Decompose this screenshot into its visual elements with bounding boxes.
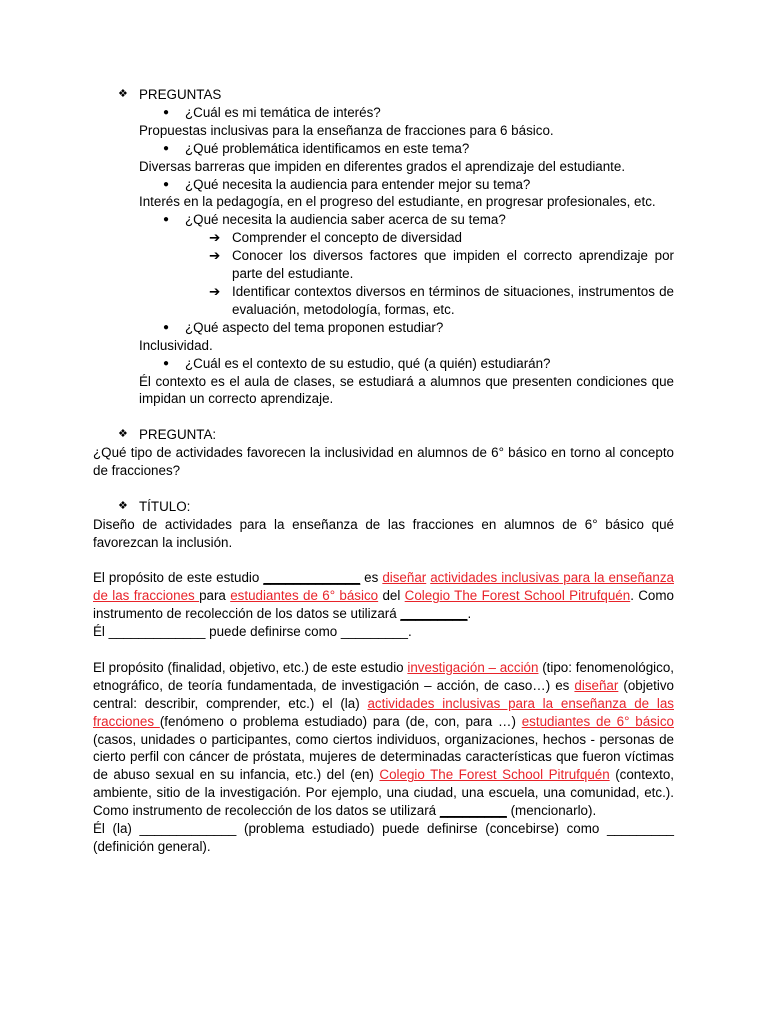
highlighted-text: actividades inclusivas para la enseñanza de las fracciones bbox=[93, 570, 674, 604]
diamond-bullet-icon: ❖ bbox=[118, 88, 128, 100]
arrow-right-icon: ➔ bbox=[209, 230, 221, 246]
section-header-titulo bbox=[118, 498, 674, 516]
question-item bbox=[163, 104, 674, 122]
definition-line: Él _____________ puede definirse como _________. bbox=[93, 624, 412, 640]
highlighted-text: diseñar bbox=[574, 677, 619, 693]
highlighted-text: estudiantes de 6° básico bbox=[521, 713, 674, 729]
question-text: ¿Qué problemática identificamos en este tema? bbox=[185, 140, 470, 156]
answer-text: Diversas barreras que impiden en diferentes grados el aprendizaje del estudiante. bbox=[139, 158, 626, 174]
section-title: PREGUNTAS bbox=[139, 87, 222, 102]
highlighted-text: actividades inclusivas para la enseñanza de las fracciones bbox=[93, 695, 674, 729]
diamond-bullet-icon: ❖ bbox=[118, 499, 128, 512]
text-run: . bbox=[467, 606, 472, 622]
highlighted-text: Colegio The Forest School Pitrufquén bbox=[379, 767, 610, 783]
highlighted-text: diseñar bbox=[382, 570, 427, 586]
text-run: del bbox=[378, 588, 405, 604]
question-text: ¿Cuál es el contexto de su estudio, qué (a quién) estudiarán? bbox=[185, 355, 551, 371]
answer-text: Inclusividad. bbox=[139, 337, 213, 353]
purpose-paragraph-long bbox=[93, 659, 674, 820]
blank-line: _________ bbox=[400, 606, 468, 622]
arrow-item bbox=[209, 229, 674, 247]
arrow-item bbox=[209, 247, 674, 283]
question-text: ¿Qué aspecto del tema proponen estudiar? bbox=[185, 319, 444, 335]
question-item bbox=[163, 140, 674, 158]
diamond-bullet-icon: ❖ bbox=[118, 428, 128, 441]
text-run: (mencionarlo). bbox=[506, 803, 597, 819]
text-run: (contexto, ambiente, sitio de la investigación. Por ejemplo, una ciudad, una escuela, una comunidad, etc.). Como instrumento de recolección de los datos se utilizará bbox=[93, 767, 674, 819]
text-run: (fenómeno o problema estudiado) para (de, con, para …) bbox=[159, 713, 522, 729]
text-run: El propósito de este estudio bbox=[93, 570, 264, 586]
section-title: TÍTULO: bbox=[139, 498, 191, 514]
question-item bbox=[163, 355, 674, 373]
text-run: es bbox=[360, 570, 383, 586]
highlighted-text: estudiantes de 6° básico bbox=[230, 588, 379, 604]
definition-line: Él (la) _____________ (problema estudiado) puede definirse (concebirse) como _________ (definición general). bbox=[93, 821, 674, 854]
text-run: (objetivo central: describir, comprender, etc.) el (la) bbox=[93, 677, 674, 711]
blank-line: _________ bbox=[439, 803, 507, 819]
blank-line: _____________ bbox=[263, 570, 361, 586]
bullet-dot-icon: ● bbox=[163, 321, 170, 333]
text-run: para bbox=[199, 588, 231, 604]
purpose-paragraph-short bbox=[93, 569, 674, 623]
answer-text: Propuestas inclusivas para la enseñanza de fracciones para 6 básico. bbox=[139, 122, 554, 138]
arrow-item-text: Conocer los diversos factores que impiden el correcto aprendizaje por parte del estudiante. bbox=[232, 248, 674, 282]
question-item bbox=[163, 176, 674, 194]
document-body bbox=[93, 86, 674, 856]
question-text: ¿Cuál es mi temática de interés? bbox=[185, 104, 381, 120]
highlighted-text: investigación – acción bbox=[407, 659, 539, 675]
section-title: PREGUNTA: bbox=[139, 427, 217, 443]
highlighted-text: Colegio The Forest School Pitrufquén bbox=[404, 588, 631, 604]
bullet-dot-icon: ● bbox=[163, 106, 170, 118]
answer-text: Él contexto es el aula de clases, se estudiará a alumnos que presenten condiciones que impidan un correcto aprendizaje. bbox=[139, 373, 674, 407]
bullet-dot-icon: ● bbox=[163, 357, 170, 369]
section-header-pregunta bbox=[118, 426, 674, 444]
section-header-preguntas bbox=[118, 86, 674, 104]
question-text: ¿Qué necesita la audiencia saber acerca de su tema? bbox=[185, 212, 506, 228]
text-run: . Como instrumento de recolección de los datos se utilizará bbox=[93, 588, 674, 622]
text-run: (casos, unidades o participantes, como ciertos individuos, organizaciones, hechos - personas de cierto perfil con cáncer de próstata, mujeres de determinadas características que fueron víctimas de abuso sexual en su infancia, etc.) del (en) bbox=[93, 731, 674, 783]
arrow-item bbox=[209, 283, 674, 319]
question-item bbox=[163, 211, 674, 229]
question-text: ¿Qué necesita la audiencia para entender mejor su tema? bbox=[185, 176, 531, 192]
answer-text: Interés en la pedagogía, en el progreso del estudiante, en progresar profesionales, etc. bbox=[139, 194, 656, 210]
text-run: (tipo: fenomenológico, etnográfico, de teoría fundamentada, de investigación – acción, de caso…) es bbox=[93, 659, 674, 693]
research-title: Diseño de actividades para la enseñanza de las fracciones en alumnos de 6° básico qué favorezcan la inclusión. bbox=[93, 516, 674, 550]
arrow-right-icon: ➔ bbox=[209, 248, 221, 264]
arrow-item-text: Identificar contextos diversos en términos de situaciones, instrumentos de evaluación, metodología, formas, etc. bbox=[232, 283, 674, 317]
question-item bbox=[163, 319, 674, 337]
bullet-dot-icon: ● bbox=[163, 178, 170, 190]
bullet-dot-icon: ● bbox=[163, 142, 170, 154]
bullet-dot-icon: ● bbox=[163, 214, 170, 226]
arrow-right-icon: ➔ bbox=[209, 283, 221, 299]
arrow-item-text: Comprender el concepto de diversidad bbox=[232, 230, 463, 246]
research-question: ¿Qué tipo de actividades favorecen la inclusividad en alumnos de 6° básico en torno al concepto de fracciones? bbox=[93, 445, 674, 479]
text-run: El propósito (finalidad, objetivo, etc.) de este estudio bbox=[93, 659, 408, 675]
